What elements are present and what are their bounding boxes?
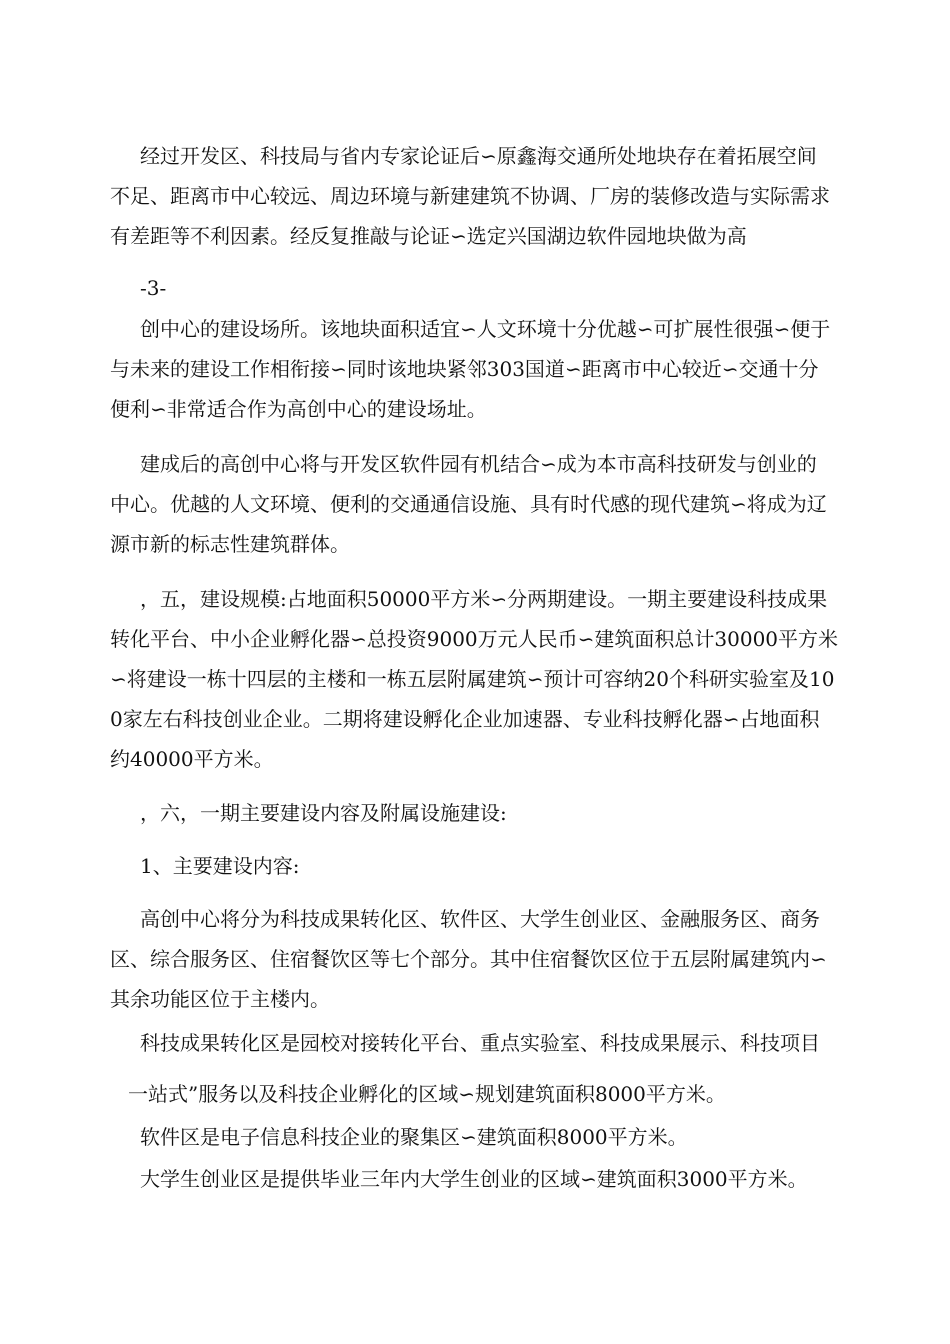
text-line: 经过开发区、科技局与省内专家论证后∽原鑫海交通所处地块存在着拓展空间 bbox=[140, 144, 817, 168]
text-line: 高创中心将分为科技成果转化区、软件区、大学生创业区、金融服务区、商务 bbox=[140, 907, 820, 931]
text-line: 中心。优越的人文环境、便利的交通通信设施、具有时代感的现代建筑∽将成为辽 bbox=[110, 492, 827, 516]
text-line: 创中心的建设场所。该地块面积适宜∽人文环境十分优越∽可扩展性很强∽便于 bbox=[140, 317, 831, 341]
text-line: 软件区是电子信息科技企业的聚集区∽建筑面积8000平方米。 bbox=[140, 1125, 688, 1149]
text-line: 便利∽非常适合作为高创中心的建设场址。 bbox=[110, 397, 487, 421]
text-line: 建成后的高创中心将与开发区软件园有机结合∽成为本市高科技研发与创业的 bbox=[140, 452, 817, 476]
text-line: 约40000平方米。 bbox=[110, 747, 274, 771]
text-line: 区、综合服务区、住宿餐饮区等七个部分。其中住宿餐饮区位于五层附属建筑内∽ bbox=[110, 947, 827, 971]
text-line: 科技成果转化区是园校对接转化平台、重点实验室、科技成果展示、科技项目 bbox=[140, 1031, 820, 1055]
text-line: ∽将建设一栋十四层的主楼和一栋五层附属建筑∽预计可容纳20个科研实验室及10 bbox=[110, 667, 835, 691]
text-line: 源市新的标志性建筑群体。 bbox=[110, 532, 350, 556]
text-line: 大学生创业区是提供毕业三年内大学生创业的区域∽建筑面积3000平方米。 bbox=[140, 1167, 808, 1191]
text-line: ，五，建设规模:占地面积50000平方米∽分两期建设。一期主要建设科技成果 bbox=[140, 587, 828, 611]
section-heading: ，六，一期主要建设内容及附属设施建设: bbox=[140, 801, 507, 825]
text-line: 不足、距离市中心较远、周边环境与新建建筑不协调、厂房的装修改造与实际需求 bbox=[110, 184, 830, 208]
text-line: 与未来的建设工作相衔接∽同时该地块紧邻303国道∽距离市中心较近∽交通十分 bbox=[110, 357, 819, 381]
subsection-heading: 1、主要建设内容: bbox=[140, 854, 300, 878]
text-line: 0家左右科技创业企业。二期将建设孵化企业加速器、专业科技孵化器∽占地面积 bbox=[110, 707, 820, 731]
text-line: 有差距等不利因素。经反复推敲与论证∽选定兴国湖边软件园地块做为高 bbox=[110, 224, 747, 248]
text-line: 转化平台、中小企业孵化器∽总投资9000万元人民币∽建筑面积总计30000平方米 bbox=[110, 627, 839, 651]
text-line: 其余功能区位于主楼内。 bbox=[110, 987, 330, 1011]
page-number: -3- bbox=[140, 276, 167, 300]
text-line: 一站式”服务以及科技企业孵化的区域∽规划建筑面积8000平方米。 bbox=[128, 1082, 726, 1106]
